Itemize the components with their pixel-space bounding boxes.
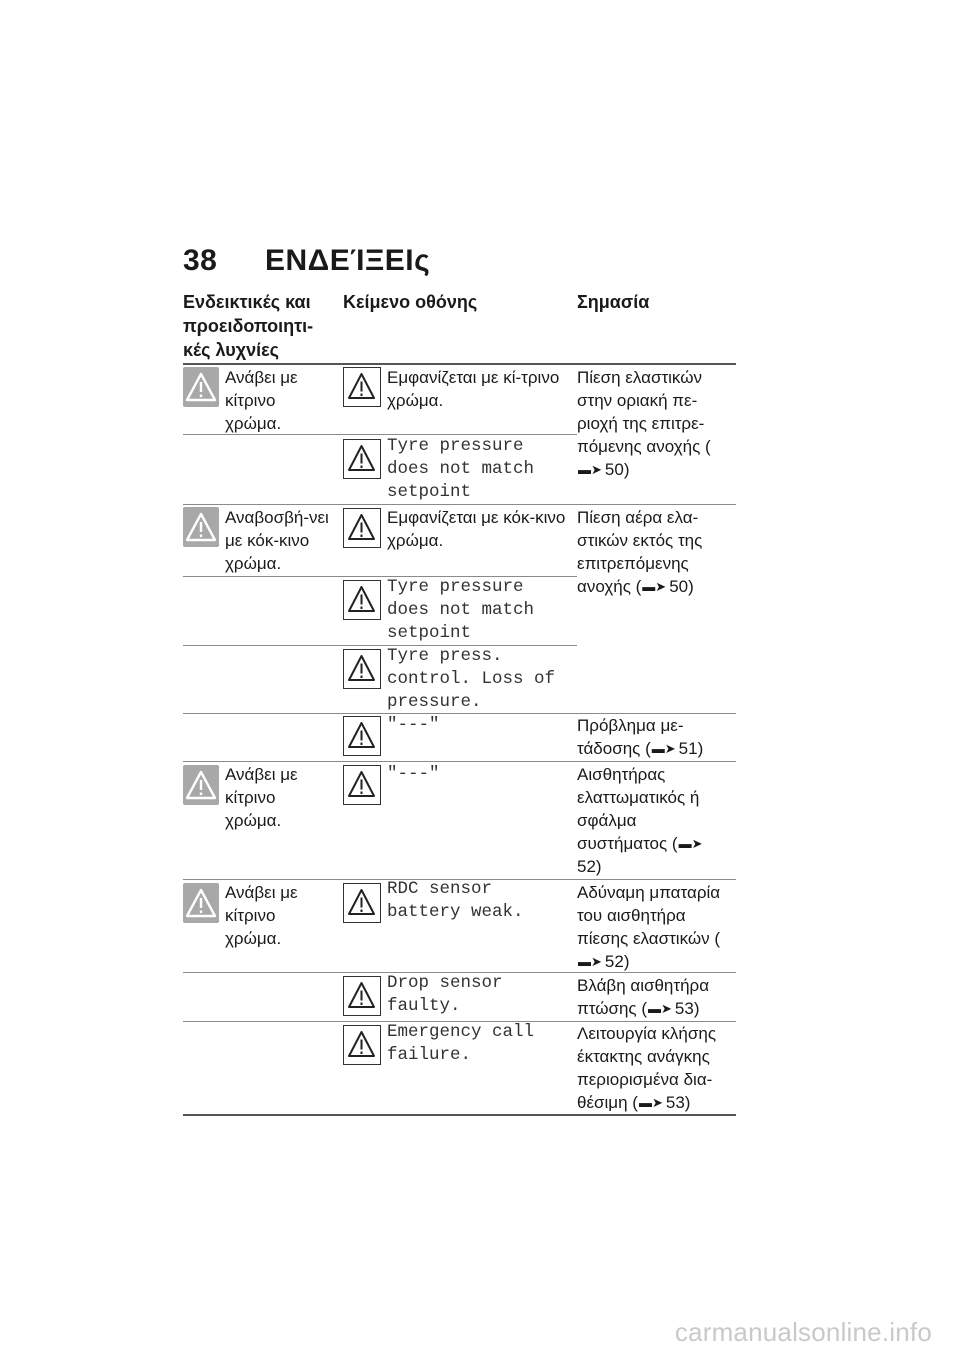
section-title: ΕΝΔΕΊΞΕΙς — [265, 244, 431, 277]
lamp-text: Ανάβει με κίτρινο χρώμα. — [225, 883, 298, 948]
warning-triangle-display-icon — [343, 649, 381, 689]
warning-triangle-display-icon — [343, 883, 381, 923]
warning-triangle-display-icon — [343, 580, 381, 620]
meaning-text: Πίεση ελαστικών στην οριακή πε-ριοχή της επιτρε-πόμενης ανοχής (▬➤ 50) — [577, 368, 711, 479]
reference-arrow-icon: ▬➤ — [648, 1001, 672, 1016]
page-ref: 53) — [665, 1093, 691, 1112]
reference-arrow-icon: ▬➤ — [638, 1095, 663, 1110]
page-ref: 52) — [604, 952, 630, 971]
warning-triangle-lamp-icon — [183, 507, 219, 547]
page-ref: 53) — [674, 999, 700, 1018]
warning-triangle-lamp-icon — [183, 883, 219, 923]
warning-triangle-display-icon — [343, 976, 381, 1016]
display-text: "---" — [387, 764, 440, 784]
meaning-text: Λειτουργία κλήσης έκτακτης ανάγκης περιορισμένα δια-θέσιμη (▬➤ 53) — [577, 1024, 717, 1112]
page-ref: 50) — [604, 460, 630, 479]
display-text: Drop sensor faulty. — [387, 973, 503, 1016]
meaning-text: Πίεση αέρα ελα-στικών εκτός της επιτρεπόμενης ανοχής (▬➤ 50) — [577, 508, 703, 596]
meaning-text: Βλάβη αισθητήρα πτώσης (▬➤ 53) — [577, 976, 710, 1018]
lamp-text: Ανάβει με κίτρινο χρώμα. — [225, 368, 298, 433]
lamp-text: Ανάβει με κίτρινο χρώμα. — [225, 765, 298, 830]
column-header-lamp: Ενδεικτικές και προειδοποιητι-κές λυχνίες — [183, 292, 314, 360]
warning-triangle-lamp-icon — [183, 367, 219, 407]
display-text: Tyre press. control. Loss of pressure. — [387, 646, 556, 712]
page-ref: 52) — [577, 857, 602, 876]
warning-triangle-display-icon — [343, 508, 381, 548]
row-divider — [183, 761, 736, 762]
table-bottom-rule — [183, 1114, 736, 1116]
column-header-meaning: Σημασία — [577, 292, 650, 312]
page-header — [183, 244, 430, 278]
reference-arrow-icon: ▬➤ — [678, 836, 703, 851]
column-header-display: Κείμενο οθόνης — [343, 292, 478, 312]
warning-triangle-display-icon — [343, 367, 381, 407]
lamp-text: Αναβοσβή-νει με κόκ-κινο χρώμα. — [225, 508, 329, 573]
display-text: Emergency call failure. — [387, 1022, 535, 1065]
page-ref: 50) — [669, 577, 694, 596]
watermark: carmanualsonline.info — [674, 1317, 932, 1347]
display-text: Tyre pressure does not match setpoint — [387, 436, 535, 502]
display-text: Εμφανίζεται με κόκ-κινο χρώμα. — [387, 508, 566, 550]
page-number: 38 — [183, 244, 218, 277]
reference-arrow-icon: ▬➤ — [642, 579, 667, 594]
reference-arrow-icon: ▬➤ — [651, 741, 676, 756]
warning-triangle-display-icon — [343, 1025, 381, 1065]
table-header-rule — [183, 363, 736, 365]
display-text: RDC sensor battery weak. — [387, 879, 524, 922]
page-ref: 51) — [678, 739, 704, 758]
row-divider — [183, 504, 736, 505]
warning-triangle-lamp-icon — [183, 765, 219, 805]
display-text: Εμφανίζεται με κί-τρινο χρώμα. — [387, 368, 560, 410]
reference-arrow-icon: ▬➤ — [578, 954, 602, 969]
meaning-text: Πρόβλημα με-τάδοσης (▬➤ 51) — [577, 716, 704, 758]
meaning-text: Αδύναμη μπαταρία του αισθητήρα πίεσης ελαστικών (▬➤ 52) — [577, 883, 721, 971]
meaning-text: Αισθητήρας ελαττωματικός ή σφάλμα συστήματος (▬➤52) — [577, 765, 703, 876]
warning-triangle-display-icon — [343, 716, 381, 756]
display-text: Tyre pressure does not match setpoint — [387, 577, 535, 643]
display-text: "---" — [387, 715, 440, 735]
reference-arrow-icon: ▬➤ — [578, 462, 602, 477]
warning-triangle-display-icon — [343, 439, 381, 479]
warning-triangle-display-icon — [343, 765, 381, 805]
